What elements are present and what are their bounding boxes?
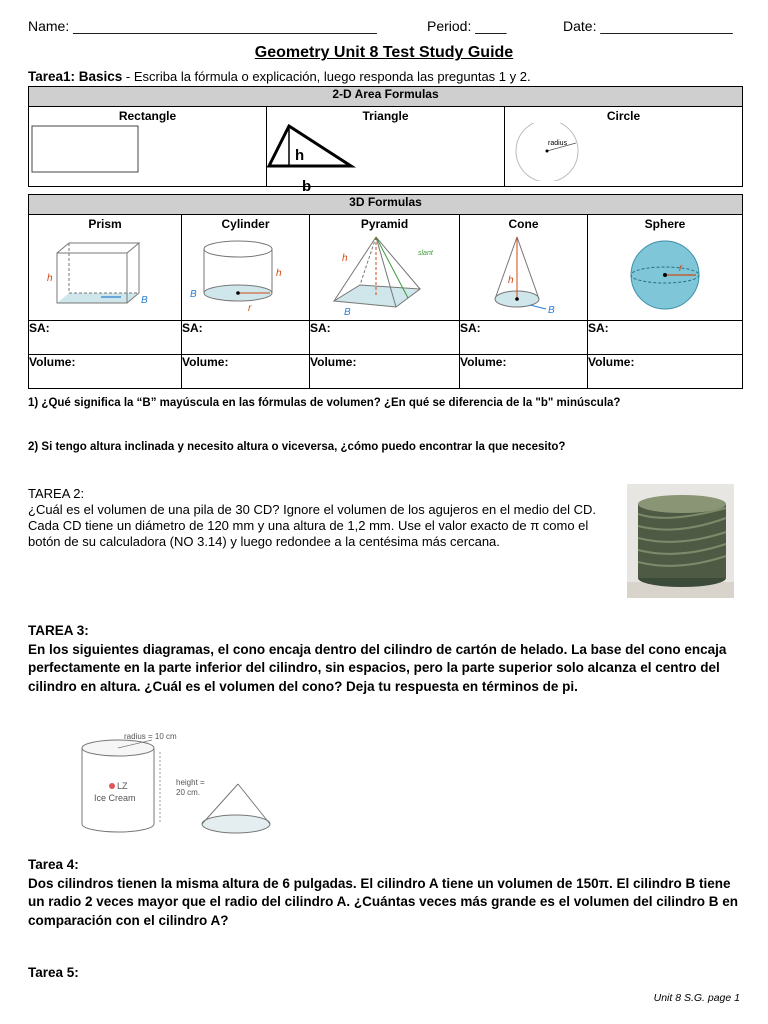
prism-cell [29, 215, 182, 321]
triangle-figure [267, 123, 503, 195]
cylinder-volume-field[interactable]: Volume: [182, 355, 310, 389]
prism-b-label: B [141, 295, 148, 306]
pyramid-sa-field[interactable]: SA: [310, 321, 460, 355]
sphere-r-label: r [679, 263, 683, 274]
cone-sa-field[interactable]: SA: [460, 321, 588, 355]
circle-radius-label: radius [548, 140, 568, 147]
cd-stack [638, 495, 726, 587]
pyramid-hidden-edge [360, 237, 376, 285]
cylinder-r-label: r [248, 303, 252, 314]
triangle-cell[interactable] [267, 107, 505, 195]
cone-h-label: h [508, 275, 514, 286]
triangle-h-label: h [295, 147, 305, 164]
cone-b-arrow [530, 305, 546, 309]
cd-disc-top [638, 495, 726, 513]
pyramid-h-label: h [342, 253, 348, 264]
rectangle-shape [32, 126, 138, 172]
cylinder-heading: Cylinder [221, 217, 270, 231]
area-2d-table [28, 86, 743, 195]
cylinder-top [204, 241, 272, 257]
prism-sa-field[interactable]: SA: [29, 321, 182, 355]
tarea1-text: - Escriba la fórmula o explicación, luego responda las preguntas 1 y 2. [122, 69, 531, 84]
question-2: 2) Si tengo altura inclinada y necesito altura o viceversa, ¿cómo puedo encontrar la que necesito? [28, 441, 566, 453]
tarea2-text: ¿Cuál es el volumen de una pila de 30 CD? Ignore el volumen de los agujeros en el medio del CD. Cada CD tiene un diámetro de 120 mm y una altura de 1,2 mm. Use el valor exacto de π como el botón de su calculadora (NO 3.14) y luego redondee a la centésima más cercana. [28, 502, 596, 549]
ice-cream-height-label-1: height = [176, 778, 205, 787]
ice-cream-logo-icon [109, 783, 115, 789]
tarea2-block [28, 486, 608, 550]
rectangle-figure [29, 123, 265, 179]
pyramid-figure [310, 231, 458, 315]
cone-base-ellipse [202, 815, 270, 833]
tarea3-block [28, 622, 740, 696]
rectangle-cell[interactable] [29, 107, 267, 187]
tarea5-heading: Tarea 5: [28, 965, 79, 980]
cylinder-cell [182, 215, 310, 321]
cd-stack-photo [627, 484, 734, 598]
sphere-figure [588, 231, 740, 315]
prism-heading: Prism [88, 217, 122, 231]
circle-heading: Circle [606, 109, 641, 123]
cone-right-side [517, 237, 539, 299]
sphere-volume-field[interactable]: Volume: [588, 355, 743, 389]
rectangle-heading: Rectangle [118, 109, 177, 123]
cylinder-b-label: B [190, 289, 197, 300]
cone-b-label: B [548, 305, 555, 315]
sphere-center [663, 273, 667, 277]
pyramid-cell [310, 215, 460, 321]
tarea4-heading: Tarea 4: [28, 857, 79, 872]
triangle-shape [269, 126, 351, 166]
tarea3-text: En los siguientes diagramas, el cono encaja dentro del cilindro de cartón de helado. La base del cono encaja perfectamente en la parte inferior del cilindro, sin espacios, pero la parte superior solo alcanza el centro del cilindro en altura. ¿Cuál es el volumen del cono? Deja tu respuesta en términos de pi. [28, 641, 727, 694]
pyramid-volume-field[interactable]: Volume: [310, 355, 460, 389]
ice-cream-radius-label: radius = 10 cm [124, 732, 177, 741]
cone-heading: Cone [508, 217, 539, 231]
name-field[interactable]: Name: _______________________________________ [28, 18, 377, 34]
cone-volume-field[interactable]: Volume: [460, 355, 588, 389]
triangle-b-label: b [302, 178, 312, 195]
ice-cream-cylinder-bottom [82, 824, 154, 832]
tarea1-instructions [28, 69, 531, 84]
ice-cream-height-label-2: 20 cm. [176, 788, 201, 797]
cylinder-sa-field[interactable]: SA: [182, 321, 310, 355]
tarea3-heading: TAREA 3: [28, 623, 89, 638]
pyramid-edge-3 [376, 237, 420, 289]
area-2d-band: 2-D Area Formulas [29, 87, 743, 107]
cylinder-center [236, 291, 240, 295]
pyramid-slant-label: slant [418, 250, 433, 257]
circle-cell[interactable] [505, 107, 743, 187]
prism-figure [29, 231, 179, 315]
ice-cream-brand-1: LZ [117, 781, 128, 791]
ice-cream-figure [76, 728, 286, 840]
cone-figure [460, 231, 586, 315]
circle-figure [505, 123, 741, 181]
cone-left-side [495, 237, 517, 299]
tarea4-text: Dos cilindros tienen la misma altura de 6 pulgadas. El cilindro A tiene un volumen de 150π. El cilindro B tiene un radio 2 veces mayor que el radio del cilindro A. ¿Cuántas veces más grande es el volumen del cilindro B en comparación con el cilindro A? [28, 875, 738, 928]
tarea4-block [28, 856, 740, 930]
ice-cream-brand-2: Ice Cream [94, 793, 136, 803]
cylinder-h-label: h [276, 268, 282, 279]
period-field[interactable]: Period: ____ [427, 18, 507, 34]
pyramid-b-label: B [344, 307, 351, 315]
circle-center [546, 150, 549, 153]
triangle-heading: Triangle [362, 109, 409, 123]
question-1: 1) ¿Qué significa la “B” mayúscula en las fórmulas de volumen? ¿En qué se diferencia de la "b" minúscula? [28, 397, 621, 409]
cone-center [515, 297, 519, 301]
cylinder-figure [182, 231, 308, 315]
sphere-cell [588, 215, 743, 321]
pyramid-heading: Pyramid [360, 217, 409, 231]
sphere-heading: Sphere [644, 217, 686, 231]
page-title: Geometry Unit 8 Test Study Guide [254, 44, 514, 61]
page-footer: Unit 8 S.G. page 1 [653, 992, 740, 1004]
tarea2-heading: TAREA 2: [28, 486, 85, 501]
prism-volume-field[interactable]: Volume: [29, 355, 182, 389]
prism-h-label: h [47, 273, 53, 284]
cone-cell [460, 215, 588, 321]
date-field[interactable]: Date: _________________ [563, 18, 733, 34]
tarea1-label: Tarea1: Basics [28, 69, 123, 84]
formulas-3d-table [28, 194, 743, 389]
formulas-3d-band: 3D Formulas [29, 195, 743, 215]
sphere-sa-field[interactable]: SA: [588, 321, 743, 355]
